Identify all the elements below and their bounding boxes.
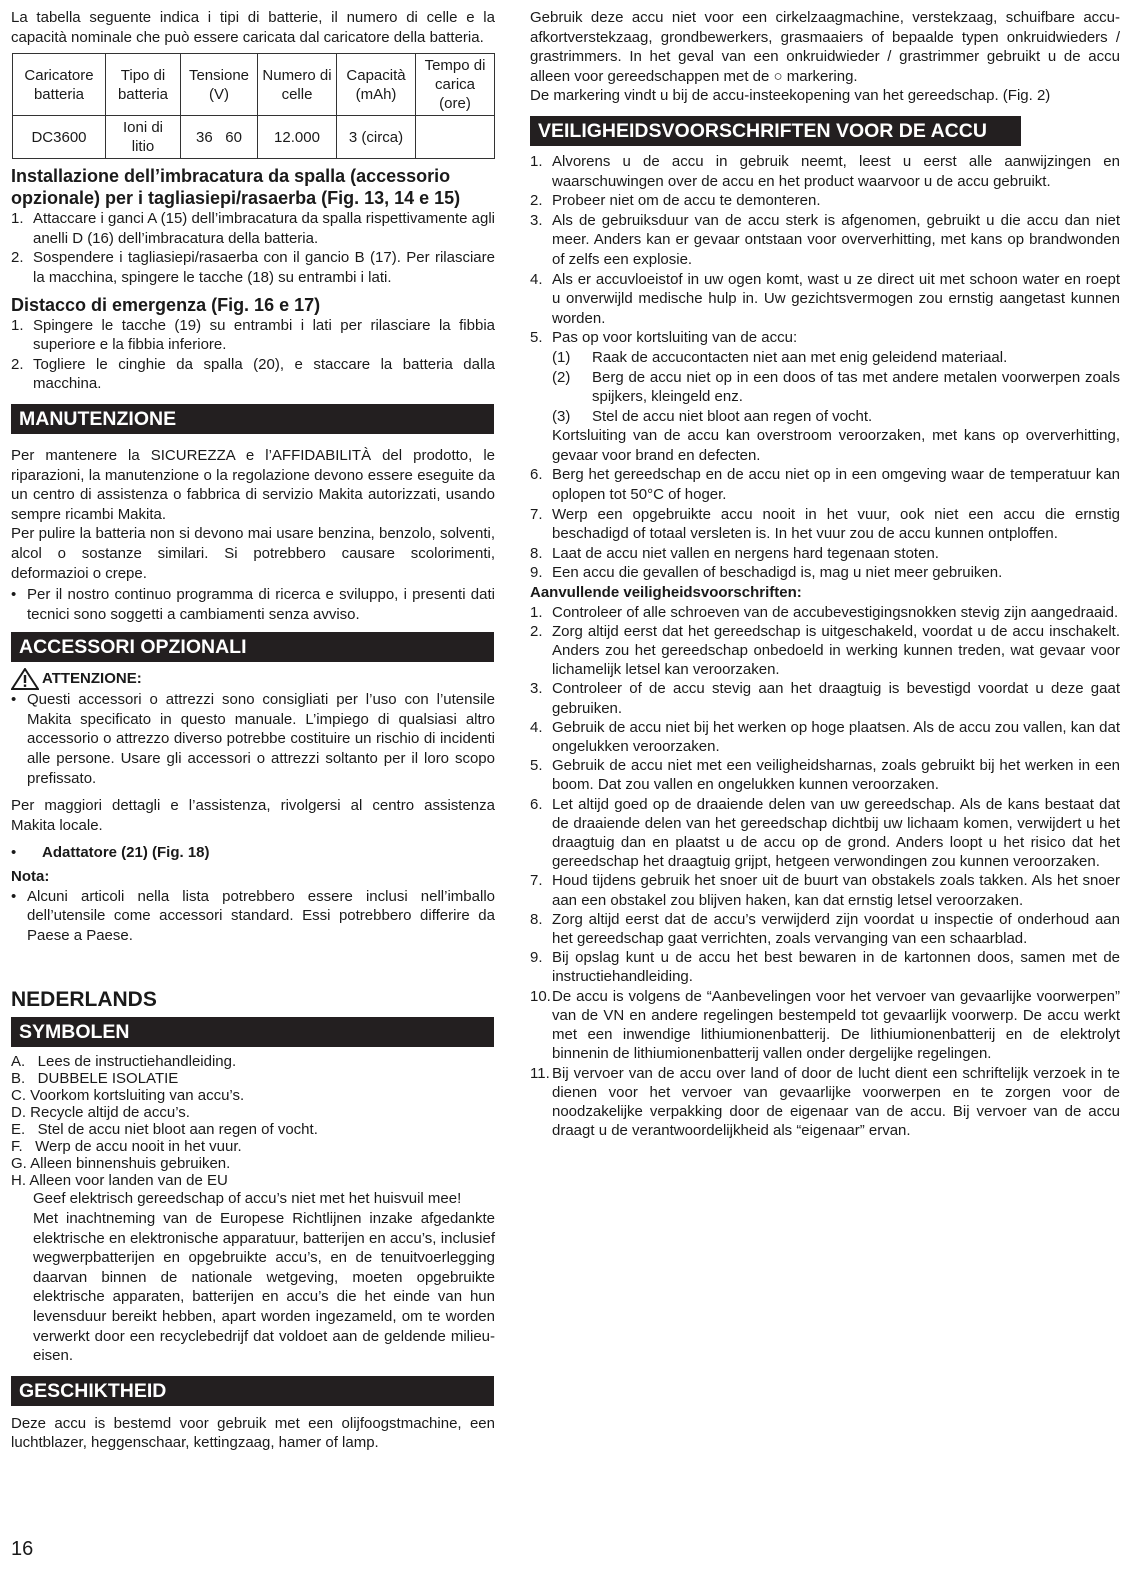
additional-safety-rules: [530, 603, 1120, 1141]
list-item: 4. Gebruik de accu niet bij het werken op hoge plaatsen. Als de accu zou vallen, kan dat ongelukken veroorzaken.: [530, 718, 1120, 756]
eu-disposal-note: Geef elektrisch gereedschap of accu’s niet met het huisvuil mee!: [33, 1190, 462, 1208]
list-item: 1. Controleer of alle schroeven van de accubevestigingsnokken stevig zijn aangedraaid.: [530, 603, 1119, 621]
list-item: 5. Gebruik de accu niet met een veiligheidsharnas, zoals gebruikt bij het werken in een boom. Dat zou vallen en ongelukken kunnen veroorzaken.: [530, 757, 1120, 794]
symbols-list: [11, 1053, 495, 1189]
list-item: H. Alleen voor landen van de EU: [11, 1172, 228, 1190]
left-column: [11, 8, 495, 1453]
list-item: (2) Berg de accu niet op in een doos of tas met andere metalen voorwerpen zoals spijkers, kleingeld enz.: [552, 368, 1120, 406]
list-item: G. Alleen binnenshuis gebruiken.: [11, 1155, 231, 1173]
list-item: 11. Bij vervoer van de accu over land of door de lucht dient een schriftelijk verzoek in te dienen voor het vervoer van gevaarlijke voorwerpen en te zorgen voor de noodzakelijke verpakking door de eigenaar van de accu. Bij vervoer van de accu draagt u de verantwoordelijkheid als “eigenaar” ervan.: [530, 1064, 1120, 1140]
list-item: B. DUBBELE ISOLATIE: [11, 1070, 179, 1088]
list-item: 7. Houd tijdens gebruik het snoer uit de buurt van obstakels zoals takken. Als het snoer aan een obstakel zou blijven haken, kan dat ernstig letsel veroorzaken.: [530, 872, 1120, 909]
battery-spec-table: [12, 53, 495, 159]
list-item: E. Stel de accu niet bloot aan regen of vocht.: [11, 1121, 318, 1139]
list-item: 5. Pas op voor kortsluiting van de accu:: [530, 329, 798, 347]
list-item: 9. Een accu die gevallen of beschadigd is, mag u niet meer gebruiken.: [530, 564, 1003, 582]
list-item: 2. Probeer niet om de accu te demonteren.: [530, 192, 821, 210]
list-item: 2. Zorg altijd eerst dat het gereedschap is uitgeschakeld, voordat u de accu inschakelt. Anders zou het gereedschap onbedoeld in werking kunnen treden, wat gevaar voor lichamelijk letsel kan veroorzaken.: [530, 622, 1120, 679]
list-item: • Per il nostro continuo programma di ricerca e sviluppo, i presenti dati tecnici sono soggetti a cambiamenti senza avviso.: [11, 586, 495, 623]
caution-label: ATTENZIONE:: [11, 668, 495, 690]
list-item: • Alcuni articoli nella lista potrebbero essere inclusi nell’imballo dell’utensile come accessori standard. Essi potrebbero differire da Paese a Paese.: [11, 887, 495, 944]
list-item: 10. De accu is volgens de “Aanbevelingen voor het vervoer van gevaarlijke voorwerpen” van de VN en andere regelingen bestempeld tot gevaarlijk voorwerp. De accu werkt met een inwendige lithiumionenbatterij. De lithiumionenbatterij en de elektrolyt binnenin de lithiumionenbatterij vallen onder dergelijke regelingen.: [530, 987, 1120, 1063]
warning-triangle-icon: [11, 668, 39, 690]
list-item: C. Voorkom kortsluiting van accu’s.: [11, 1087, 245, 1105]
list-item: 9. Bij opslag kunt u de accu het best bewaren in de kartonnen doos, samen met de instructiehandleiding.: [530, 949, 1120, 986]
assistance-text: Per maggiori dettagli e l’assistenza, rivolgersi al centro assistenza Makita locale.: [11, 797, 495, 834]
accessories-bullets: [11, 690, 495, 788]
list-item: 8. Zorg altijd eerst dat de accu’s verwijderd zijn voordat u inspectie of onderhoud aan het gereedschap gaat verrichten, zoals vervanging van een schaarblad.: [530, 910, 1120, 948]
table-header-cell: Caricatore batteria: [13, 54, 106, 116]
battery-table-intro: La tabella seguente indica i tipi di batterie, il numero di celle e la capacità nominale che può essere caricata dal caricatore della batteria.: [11, 9, 495, 46]
list-item: 7. Werp een opgebruikte accu nooit in het vuur, ook niet een accu die ernstig beschadigd of totaal versleten is. In het vuur zou de accu kunnen ontploffen.: [530, 505, 1120, 543]
table-header-cell: Tipo di batteria: [106, 54, 181, 116]
maintenance-text: Per mantenere la SICUREZZA e l’AFFIDABILITÀ del prodotto, le riparazioni, la manutenzione o la regolazione devono essere eseguite da un centro di assistenza o fabbrica di servizio Makita autorizzati, usando sempre ricambi Makita.: [11, 446, 495, 523]
maintenance-banner: MANUTENZIONE: [11, 404, 494, 434]
right-column: [530, 8, 1120, 1140]
list-item: A. Lees de instructiehandleiding.: [11, 1053, 237, 1071]
eu-directive-text: Met inachtneming van de Europese Richtlijnen inzake afgedankte elektrische en elektronische apparatuur, batterijen en accu’s, inclusief wegwerpbatterijen en opgebruikte accu’s, en de tenuitvoerlegging daarvan binnen de nationale wetgeving, moeten opgebruikte elektrische apparaten, batterijen en accu’s die het einde van hun levensduur bereikt hebben, apart worden ingezameld, om te worden verwerkt door een recyclebedrijf dat voldoet aan de geldende milieu-eisen.: [33, 1210, 495, 1365]
additional-safety-heading: Aanvullende veiligheidsvoorschriften:: [530, 584, 802, 602]
symbols-banner: SYMBOLEN: [11, 1017, 494, 1047]
list-item: 1. Alvorens u de accu in gebruik neemt, leest u eerst alle aanwijzingen en waarschuwingen over de accu en het product waarvoor u de accu gebruikt.: [530, 152, 1120, 190]
suitability-text: Deze accu is bestemd voor gebruik met een olijfoogstmachine, een luchtblazer, heggenschaar, kettingzaag, hamer of lamp.: [11, 1414, 495, 1452]
suitability-banner: GESCHIKTHEID: [11, 1376, 494, 1406]
release-steps: [11, 316, 495, 394]
list-item: 6. Berg het gereedschap en de accu niet op in een omgeving waar de temperatuur kan oplopen tot 50°C of hoger.: [530, 466, 1120, 504]
language-heading: NEDERLANDS: [11, 988, 157, 1012]
usage-restriction-text: Gebruik deze accu niet voor een cirkelzaagmachine, verstekzaag, schuifbare accu-afkortverstekzaag, grondbewerkers, grasmaaiers of bepaalde typen onkruidwieders / grastrimmers. In het geval van een onkruidwieder / grastrimmer gebruikt u de accu alleen voor gereedschappen met de ○ markering.: [530, 9, 1120, 85]
list-item: 4. Als er accuvloeistof in uw ogen komt, wast u ze direct uit met schoon water en roept u onverwijld medische hulp in. Uw gezichtsvermogen zou ernstig aangetast kunnen worden.: [530, 270, 1120, 327]
list-item: 2. Sospendere i tagliasiepi/rasaerba con il gancio B (17). Per rilasciare la macchina, spingere le tacche (18) su entrambi i lati.: [11, 249, 495, 286]
list-item: • Adattatore (21) (Fig. 18): [11, 844, 210, 862]
table-cell: 12.000: [258, 116, 337, 159]
list-item: 8. Laat de accu niet vallen en nergens hard tegenaan stoten.: [530, 544, 939, 562]
install-steps: [11, 209, 495, 287]
table-header-cell: Capacità (mAh): [337, 54, 416, 116]
marking-location-text: De markering vindt u bij de accu-insteekopening van het gereedschap. (Fig. 2): [530, 87, 1051, 105]
cleaning-text: Per pulire la batteria non si devono mai usare benzina, benzolo, solventi, alcol o sostanze similari. Si potrebbero causare scolorimenti, deformazioi o crepe.: [11, 525, 495, 582]
table-row: [13, 116, 495, 159]
table-cell: 36 60: [181, 116, 258, 159]
short-circuit-subitems: [530, 348, 1120, 426]
table-header-row: [13, 54, 495, 116]
list-item: 1. Attaccare i ganci A (15) dell’imbracatura da spalla rispettivamente agli anelli D (16) dell’imbracatura della batteria.: [11, 210, 495, 247]
list-item: 3. Als de gebruiksduur van de accu sterk is afgenomen, gebruikt u die accu dan niet meer. Anders kan er gevaar ontstaan voor oververhitting, met kans op brandwonden of zelfs een explosie.: [530, 211, 1120, 268]
note-label: Nota:: [11, 868, 50, 886]
table-header-cell: Tempo di carica (ore): [416, 54, 495, 116]
list-item: 3. Controleer of de accu stevig aan het draagtuig is bevestigd voordat u deze gaat gebruiken.: [530, 680, 1120, 717]
emergency-release-heading: Distacco di emergenza (Fig. 16 e 17): [11, 294, 321, 315]
list-item: F. Werp de accu nooit in het vuur.: [11, 1138, 242, 1156]
maintenance-bullets: [11, 585, 495, 624]
table-cell: [416, 116, 495, 159]
list-item: 6. Let altijd goed op de draaiende delen van uw gereedschap. Als de kans bestaat dat de draaiende delen van het gereedschap dichtbij uw lichaam komen, verwijdert u het draagtuig dan en plaatst u de accu op de grond. Anders loopt u het risico dat het gereedschap het draagtuig grijpt, hetgeen verwondingen zou kunnen veroorzaken.: [530, 795, 1120, 871]
table-cell: 3 (circa): [337, 116, 416, 159]
short-circuit-warning: Kortsluiting van de accu kan overstroom veroorzaken, met kans op oververhitting, gevaar voor brand en defecten.: [552, 427, 1120, 464]
safety-rules-continued: [530, 465, 1120, 583]
list-item: • Questi accessori o attrezzi sono consigliati per l’uso con l’utensile Makita specificato in questo manuale. L’impiego di qualsiasi altro accessorio o attrezzo diverso potrebbe costituire un rischio di incidenti alle persone. Usare gli accessori o attrezzi soltanto per il loro scopo prefissato.: [11, 691, 495, 787]
table-cell: Ioni di litio: [106, 116, 181, 159]
battery-safety-banner: VEILIGHEIDSVOORSCHRIFTEN VOOR DE ACCU: [530, 116, 1021, 146]
accessories-banner: ACCESSORI OPZIONALI: [11, 632, 494, 662]
shoulder-harness-heading: Installazione dell’imbracatura da spalla (accessorio opzionale) per i tagliasiepi/rasaerba (Fig. 13, 14 e 15): [11, 166, 461, 209]
list-item: (1) Raak de accucontacten niet aan met enig geleidend materiaal.: [552, 348, 1008, 366]
table-header-cell: Numero di celle: [258, 54, 337, 116]
list-item: 2. Togliere le cinghie da spalla (20), e staccare la batteria dalla macchina.: [11, 355, 495, 393]
page-number: 16: [11, 1538, 34, 1560]
list-item: 1. Spingere le tacche (19) su entrambi i lati per rilasciare la fibbia superiore e la fibbia inferiore.: [11, 316, 495, 354]
table-header-cell: Tensione (V): [181, 54, 258, 116]
list-item: (3) Stel de accu niet bloot aan regen of vocht.: [552, 407, 873, 425]
adapter-list: [11, 843, 495, 863]
note-bullets: [11, 887, 495, 946]
table-cell: DC3600: [13, 116, 106, 159]
safety-rules: [530, 152, 1120, 348]
list-item: D. Recycle altijd de accu’s.: [11, 1104, 190, 1122]
